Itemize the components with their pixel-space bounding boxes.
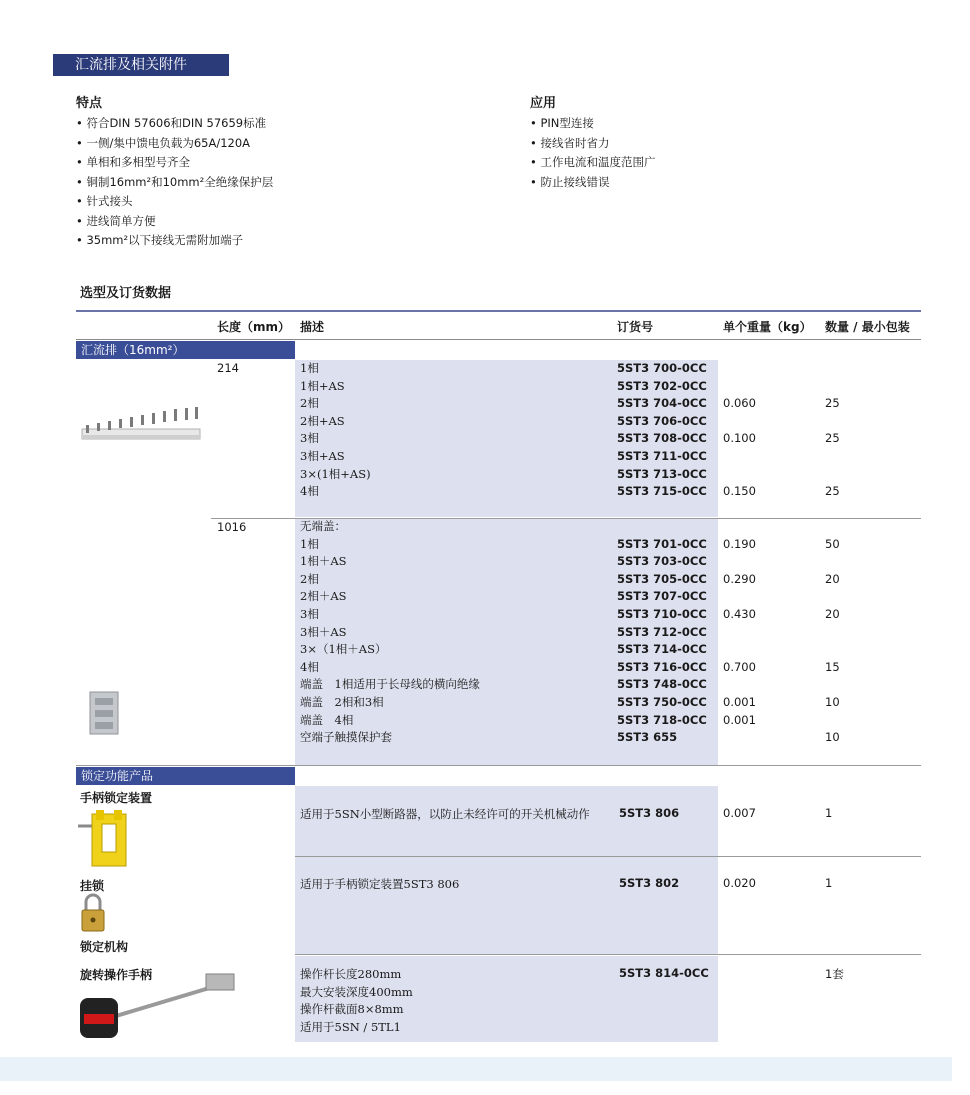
table-cell-desc: 端盖 2相和3相 (300, 695, 384, 709)
table-cell-code: 5ST3 750-0CC (617, 695, 707, 709)
table-cell-desc: 3相 (300, 431, 319, 446)
table-cell-desc: 2相＋AS (300, 589, 347, 604)
ordering-title: 选型及订货数据 (80, 286, 172, 301)
table-cell-code: 5ST3 702-0CC (617, 378, 707, 393)
features-item: • 针式接头 (76, 192, 273, 212)
table-cell-code: 5ST3 705-0CC (617, 571, 707, 586)
table-cell-desc: 4相 (300, 659, 319, 674)
handle-lock-qty: 1 (825, 806, 833, 820)
table-cell-qty: 10 (825, 730, 840, 745)
busbar-group1-length: 214 (217, 361, 239, 375)
row-separator (295, 954, 921, 955)
table-cell-desc: 3×(1相+AS) (300, 466, 371, 481)
features-item: • 铜制16mm²和10mm²全绝缘保护层 (76, 173, 273, 193)
table-cell-weight: 0.290 (723, 571, 756, 586)
table-cell-code: 5ST3 714-0CC (617, 642, 707, 657)
table-cell-code: 5ST3 704-0CC (617, 396, 707, 411)
table-cell-desc: 空端子触摸保护套 (300, 730, 392, 745)
table-cell-qty: 15 (825, 659, 840, 674)
table-cell-qty: 10 (825, 695, 840, 709)
busbar-group2-length: 1016 (217, 520, 247, 534)
table-cell-qty: 25 (825, 431, 840, 446)
padlock-label: 挂锁 (80, 879, 105, 893)
table-cell-code: 5ST3 715-0CC (617, 484, 707, 499)
category-locking: 锁定功能产品 (76, 767, 295, 785)
table-cell-desc: 端盖 1相适用于长母线的横向绝缘 (300, 677, 480, 692)
padlock-shade (295, 857, 718, 954)
table-cell-desc: 1相 (300, 536, 319, 551)
table-cell-code: 5ST3 701-0CC (617, 536, 707, 551)
table-cell-code: 5ST3 707-0CC (617, 589, 707, 604)
table-cell-code: 5ST3 700-0CC (617, 361, 707, 375)
header-description: 描述 (300, 320, 325, 334)
header-qty: 数量 / 最小包装 (825, 320, 910, 334)
padlock-weight: 0.020 (723, 876, 756, 890)
table-top-rule (76, 310, 921, 312)
category-busbar: 汇流排（16mm²） (76, 341, 295, 359)
applications-heading: 应用 (530, 96, 557, 111)
row-separator (295, 856, 921, 857)
rotary-desc-line: 操作杆长度280mm (300, 967, 402, 981)
features-item: • 单相和多相型号齐全 (76, 153, 273, 173)
table-cell-qty: 20 (825, 571, 840, 586)
handle-lock-weight: 0.007 (723, 806, 756, 820)
features-item: • 一侧/集中馈电负载为65A/120A (76, 134, 273, 154)
table-cell-weight: 0.060 (723, 396, 756, 411)
table-cell-weight: 0.150 (723, 484, 756, 499)
section-title: 汇流排及相关附件 (53, 54, 229, 76)
table-cell-desc: 4相 (300, 484, 319, 499)
table-cell-desc: 1相+AS (300, 378, 345, 393)
table-cell-code: 5ST3 748-0CC (617, 677, 707, 692)
features-item: • 35mm²以下接线无需附加端子 (76, 231, 273, 251)
features-block (76, 92, 273, 251)
table-cell-desc: 2相+AS (300, 413, 345, 428)
features-item: • 进线简单方便 (76, 212, 273, 232)
table-cell-weight: 0.700 (723, 659, 756, 674)
table-cell-code: 5ST3 716-0CC (617, 659, 707, 674)
features-list (76, 114, 273, 251)
table-cell-desc: 无端盖： (300, 519, 346, 533)
table-cell-code: 5ST3 712-0CC (617, 624, 707, 639)
padlock-desc: 适用于手柄锁定装置5ST3 806 (300, 877, 460, 891)
padlock-sublabel: 锁定机构 (80, 940, 129, 954)
table-cell-desc: 3相+AS (300, 449, 345, 463)
table-cell-qty: 50 (825, 536, 840, 551)
features-item: • 符合DIN 57606和DIN 57659标准 (76, 114, 273, 134)
busbar-image (80, 405, 205, 450)
table-cell-code: 5ST3 710-0CC (617, 607, 707, 621)
applications-item: • 防止接线错误 (530, 173, 655, 193)
table-cell-desc: 3相 (300, 607, 319, 621)
handle-lock-code: 5ST3 806 (619, 806, 680, 820)
header-rule (76, 339, 921, 340)
table-cell-desc: 1相 (300, 361, 319, 375)
handle-lock-desc: 适用于5SN小型断路器，以防止未经许可的开关机械动作 (300, 807, 590, 821)
rotary-handle-label: 旋转操作手柄 (80, 968, 153, 982)
rotary-desc-block (300, 966, 413, 1036)
rotary-code: 5ST3 814-0CC (619, 966, 709, 980)
bottom-band (0, 1057, 952, 1081)
table-cell-qty: 20 (825, 607, 840, 621)
table-cell-code: 5ST3 713-0CC (617, 466, 707, 481)
applications-item: • 接线省时省力 (530, 134, 655, 154)
table-cell-weight: 0.001 (723, 695, 756, 709)
table-cell-weight: 0.001 (723, 712, 756, 727)
table-cell-code: 5ST3 706-0CC (617, 413, 707, 428)
table-cell-code: 5ST3 708-0CC (617, 431, 707, 446)
table-cell-weight: 0.190 (723, 536, 756, 551)
table-cell-desc: 3×（1相＋AS） (300, 642, 387, 657)
table-cell-desc: 端盖 4相 (300, 712, 354, 727)
table-cell-code: 5ST3 703-0CC (617, 554, 707, 569)
features-heading: 特点 (76, 96, 103, 111)
header-weight: 单个重量（kg） (723, 320, 812, 334)
table-cell-desc: 2相 (300, 396, 319, 411)
row-separator (76, 765, 921, 766)
end-cap-image (88, 690, 122, 736)
rotary-qty: 1套 (825, 967, 844, 981)
table-cell-desc: 3相＋AS (300, 624, 347, 639)
applications-item: • 工作电流和温度范围广 (530, 153, 655, 173)
header-order-no: 订货号 (617, 320, 654, 334)
table-cell-code: 5ST3 655 (617, 730, 678, 745)
rotary-desc-line: 操作杆截面8×8mm (300, 1002, 404, 1017)
padlock-qty: 1 (825, 876, 833, 890)
rotary-handle-image (76, 968, 242, 1044)
table-cell-code: 5ST3 718-0CC (617, 712, 707, 727)
table-cell-weight: 0.100 (723, 431, 756, 446)
handle-lock-label: 手柄锁定装置 (80, 791, 153, 805)
padlock-image (80, 893, 106, 933)
table-cell-desc: 2相 (300, 571, 319, 586)
handle-lock-image (78, 810, 132, 868)
applications-item: • PIN型连接 (530, 114, 655, 134)
table-cell-qty: 25 (825, 396, 840, 411)
table-cell-code: 5ST3 711-0CC (617, 449, 707, 463)
table-cell-desc: 1相＋AS (300, 554, 347, 569)
table-cell-qty: 25 (825, 484, 840, 499)
applications-block (530, 92, 655, 192)
rotary-desc-line: 适用于5SN / 5TL1 (300, 1019, 401, 1034)
header-length: 长度（mm） (217, 320, 291, 334)
applications-list (530, 114, 655, 192)
table-cell-weight: 0.430 (723, 607, 756, 621)
padlock-code: 5ST3 802 (619, 876, 680, 890)
rotary-desc-line: 最大安装深度400mm (300, 984, 413, 999)
